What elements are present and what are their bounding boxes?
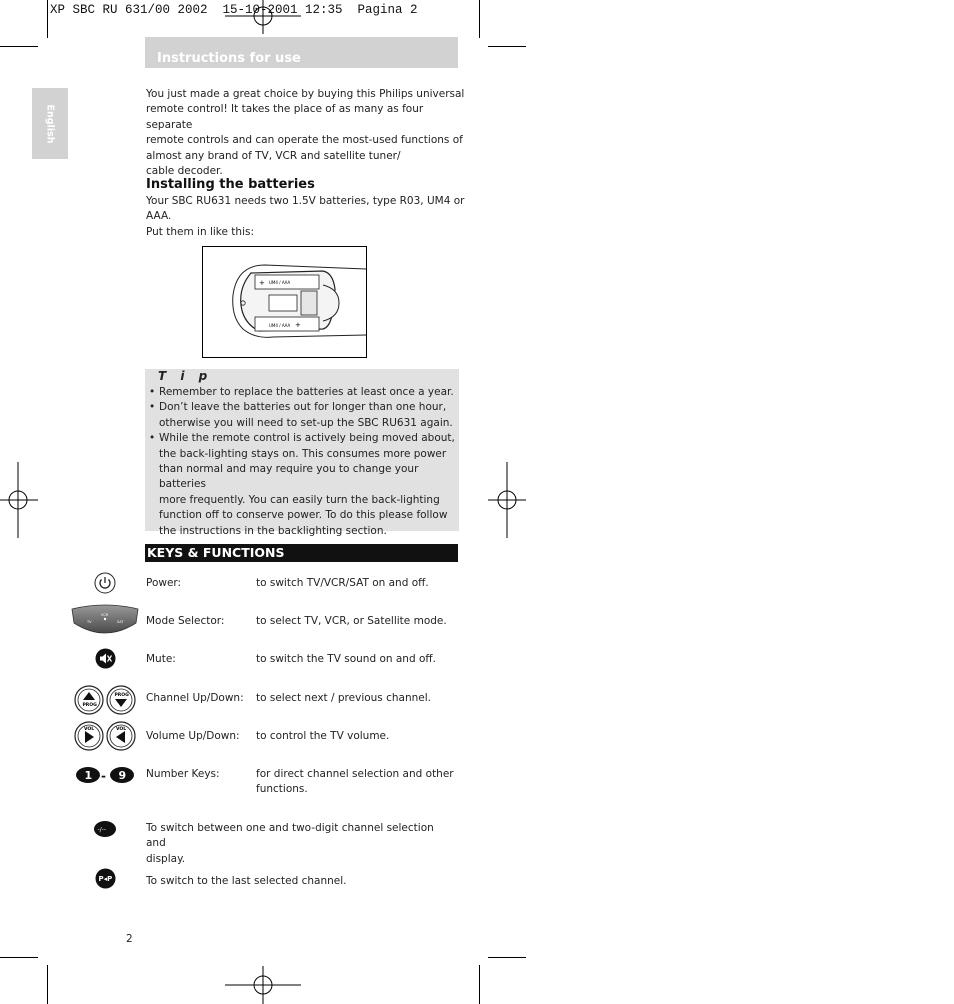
- list-item: • Don’t leave the batteries out for longer than one hour, otherwise you will need to set-up the SBC RU631 again.: [147, 400, 457, 431]
- crop-mark: [0, 957, 38, 958]
- mode-vcr-label: VCR: [101, 613, 109, 617]
- battery-label-bottom: UM4 / AAA: [269, 323, 291, 328]
- key-desc-number: [256, 767, 456, 798]
- volume-up-icon: [74, 721, 104, 751]
- text-line: otherwise you will need to set-up the SBC RU631 again.: [159, 416, 453, 429]
- number-keys-icon: [74, 765, 136, 785]
- list-item: • While the remote control is actively being moved about, the back-lighting stays on. This consumes more power than normal and may require you to change your batteries more frequently. You can easily turn the back-lighting function off to conserve power. To do this please follow the instructions in the backlighting section.: [147, 431, 457, 539]
- key-label-mode-selector: Mode Selector:: [146, 615, 225, 627]
- text-line: Put them in like this:: [146, 225, 254, 238]
- last-channel-icon: [95, 868, 116, 889]
- key-desc-power: to switch TV/VCR/SAT on and off.: [256, 577, 429, 589]
- crop-mark: [488, 957, 526, 958]
- channel-up-icon: [74, 685, 104, 715]
- key-desc-channel: to select next / previous channel.: [256, 692, 432, 704]
- print-slug: XP SBC RU 631/00 2002 15-10-2001 12:35 Pagina 2: [50, 3, 418, 17]
- registration-mark-left: [0, 462, 38, 538]
- mode-sat-label: SAT: [117, 620, 124, 624]
- key-range-dash: -: [101, 769, 106, 783]
- mute-icon: [95, 648, 116, 669]
- text-line: cable decoder.: [146, 165, 223, 178]
- text-line: While the remote control is actively being moved about,: [159, 432, 455, 445]
- batteries-heading: Installing the batteries: [146, 177, 315, 192]
- text-line: You just made a great choice by buying this Philips universal: [146, 88, 465, 100]
- vol-label: VOL: [116, 727, 127, 732]
- last-channel-desc: To switch to the last selected channel.: [146, 875, 347, 887]
- key-one-label: 1: [84, 769, 93, 782]
- tip-list: [147, 385, 457, 539]
- prog-label: PROG: [114, 693, 129, 698]
- text-line: for direct channel selection and other: [256, 768, 454, 780]
- page-title: Instructions for use: [157, 51, 301, 66]
- text-line: remote controls and can operate the most-used functions of: [146, 134, 463, 147]
- page-number: 2: [126, 933, 133, 945]
- keys-functions-header: [145, 544, 458, 562]
- crop-mark: [479, 965, 480, 1004]
- key-label-number: Number Keys:: [146, 768, 220, 780]
- text-line: display.: [146, 852, 186, 865]
- text-line: AAA.: [146, 210, 172, 223]
- text-line: Your SBC RU631 needs two 1.5V batteries, type R03, UM4 or: [146, 195, 465, 207]
- key-desc-mute: to switch the TV sound on and off.: [256, 653, 436, 665]
- two-digit-desc: [146, 821, 456, 867]
- crop-mark: [47, 965, 48, 1004]
- registration-mark-bottom: [225, 966, 301, 1004]
- registration-mark-top: [225, 0, 301, 34]
- volume-down-icon: [106, 721, 136, 751]
- two-digit-label: -/--: [97, 826, 107, 834]
- power-button-icon: [94, 572, 116, 594]
- tip-box: [145, 369, 459, 537]
- keys-functions-title: KEYS & FUNCTIONS: [147, 545, 285, 560]
- key-desc-volume: to control the TV volume.: [256, 730, 390, 742]
- last-channel-label: P◂P: [98, 875, 113, 883]
- key-nine-label: 9: [118, 769, 127, 782]
- text-line: To switch between one and two-digit channel selection and: [146, 822, 434, 850]
- section-header: [145, 37, 458, 68]
- text-line: more frequently. You can easily turn the back-lighting: [159, 493, 440, 506]
- language-label: English: [44, 104, 56, 143]
- key-label-mute: Mute:: [146, 653, 176, 665]
- battery-label-top: UM4 / AAA: [269, 280, 291, 285]
- text-line: functions.: [256, 783, 308, 796]
- registration-mark-right: [488, 462, 526, 538]
- language-tab: [32, 88, 68, 159]
- batteries-paragraph: [146, 194, 466, 240]
- list-item: • Remember to replace the batteries at least once a year.: [147, 385, 457, 400]
- battery-compartment-illustration: [203, 247, 366, 357]
- crop-mark: [479, 0, 480, 38]
- text-line: Don’t leave the batteries out for longer than one hour,: [159, 401, 447, 414]
- text-line: remote control! It takes the place of as many as four separate: [146, 103, 424, 131]
- text-line: function off to conserve power. To do this please follow: [159, 509, 448, 522]
- text-line: than normal and may require you to change your batteries: [159, 463, 419, 491]
- tip-title: T i p: [158, 369, 213, 383]
- battery-plus-bottom: +: [295, 321, 301, 329]
- text-line: the back-lighting stays on. This consumes more power: [159, 447, 447, 460]
- crop-mark: [488, 46, 526, 47]
- prog-label: PROG: [82, 703, 97, 708]
- text-line: the instructions in the backlighting section.: [159, 524, 387, 537]
- text-line: almost any brand of TV, VCR and satellite tuner/: [146, 149, 401, 162]
- text-line: Remember to replace the batteries at least once a year.: [159, 386, 454, 398]
- mode-tv-label: TV: [87, 620, 92, 624]
- battery-plus-top: +: [259, 279, 265, 287]
- crop-mark: [47, 0, 48, 38]
- channel-down-icon: [106, 685, 136, 715]
- vol-label: VOL: [84, 727, 95, 732]
- two-digit-icon: [93, 820, 117, 838]
- key-label-volume: Volume Up/Down:: [146, 730, 240, 742]
- intro-paragraph: [146, 87, 466, 179]
- key-desc-mode-selector: to select TV, VCR, or Satellite mode.: [256, 615, 447, 627]
- key-label-power: Power:: [146, 577, 182, 589]
- crop-mark: [0, 46, 38, 47]
- mode-selector-icon: [70, 603, 140, 637]
- key-label-channel: Channel Up/Down:: [146, 692, 244, 704]
- battery-diagram: [202, 246, 367, 358]
